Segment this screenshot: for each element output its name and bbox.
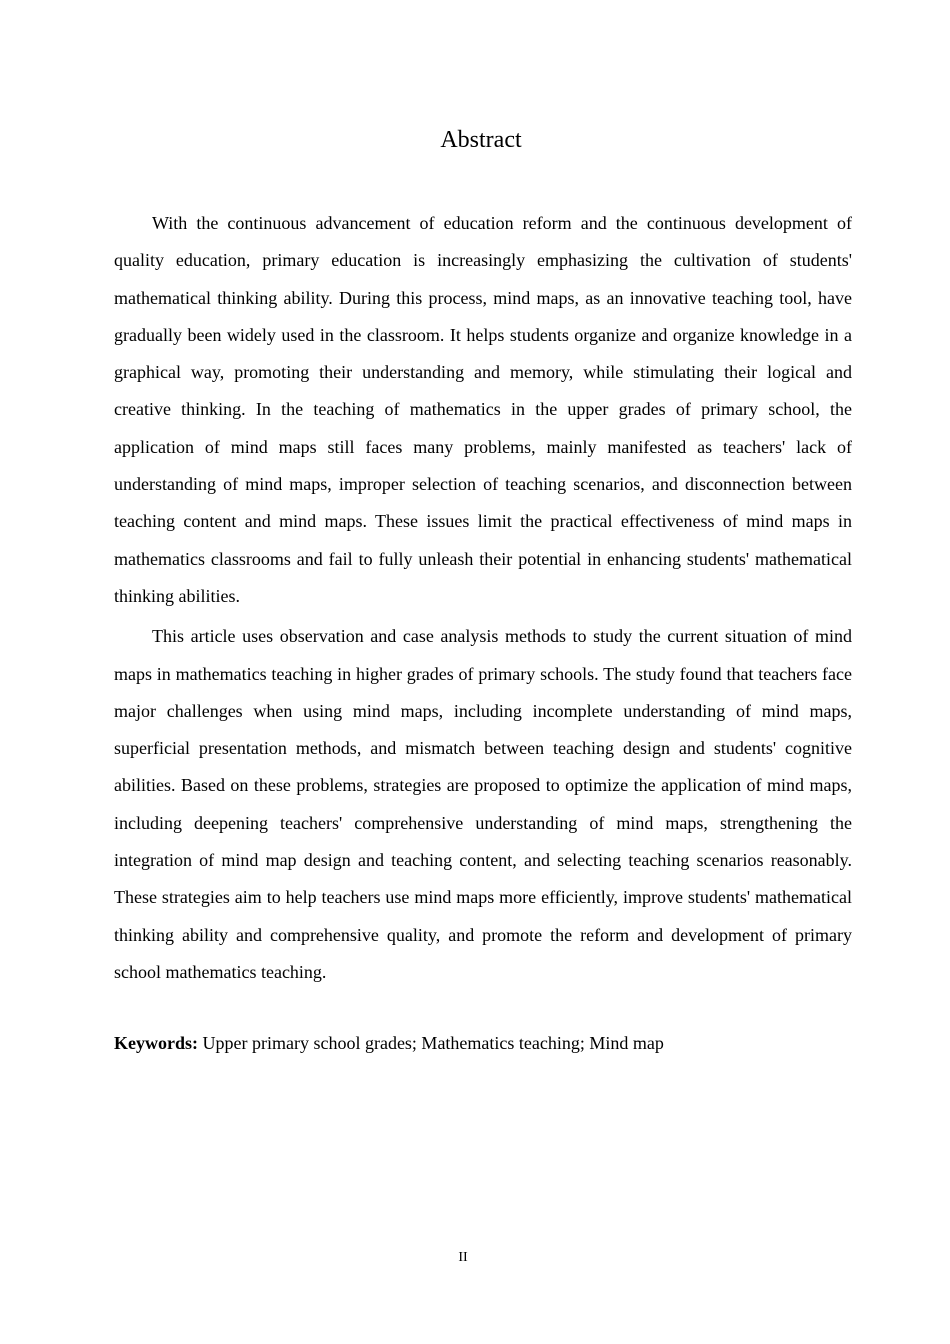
page-number: II [458,1250,468,1265]
abstract-body [114,205,852,994]
keywords-line [114,1028,852,1058]
abstract-paragraph-2: This article uses observation and case analysis methods to study the current situation of mind maps in mathematics teaching in higher grades of primary schools. The study found that teachers face major challenges when using mind maps, including incomplete understanding of mind maps, superficial presentation methods, and mismatch between teaching design and students' cognitive abilities. Based on these problems, strategies are proposed to optimize the application of mind maps, including deepening teachers' comprehensive understanding of mind maps, strengthening the integration of mind map design and teaching content, and selecting teaching scenarios reasonably. These strategies aim to help teachers use mind maps more efficiently, improve students' mathematical thinking ability and comprehensive quality, and promote the reform and development of primary school mathematics teaching. [114,626,852,982]
abstract-paragraph-1: With the continuous advancement of education reform and the continuous development of quality education, primary education is increasingly emphasizing the cultivation of students' mathematical thinking ability. During this process, mind maps, as an innovative teaching tool, have gradually been widely used in the classroom. It helps students organize and organize knowledge in a graphical way, promoting their understanding and memory, while stimulating their logical and creative thinking. In the teaching of mathematics in the upper grades of primary school, the application of mind maps still faces many problems, mainly manifested as teachers' lack of understanding of mind maps, improper selection of teaching scenarios, and disconnection between teaching content and mind maps. These issues limit the practical effectiveness of mind maps in mathematics classrooms and fail to fully unleash their potential in enhancing students' mathematical thinking abilities. [114,213,852,606]
keywords-text: Upper primary school grades; Mathematics teaching; Mind map [202,1033,664,1053]
keywords-label: Keywords: [114,1033,198,1053]
page-title: Abstract [440,127,522,153]
